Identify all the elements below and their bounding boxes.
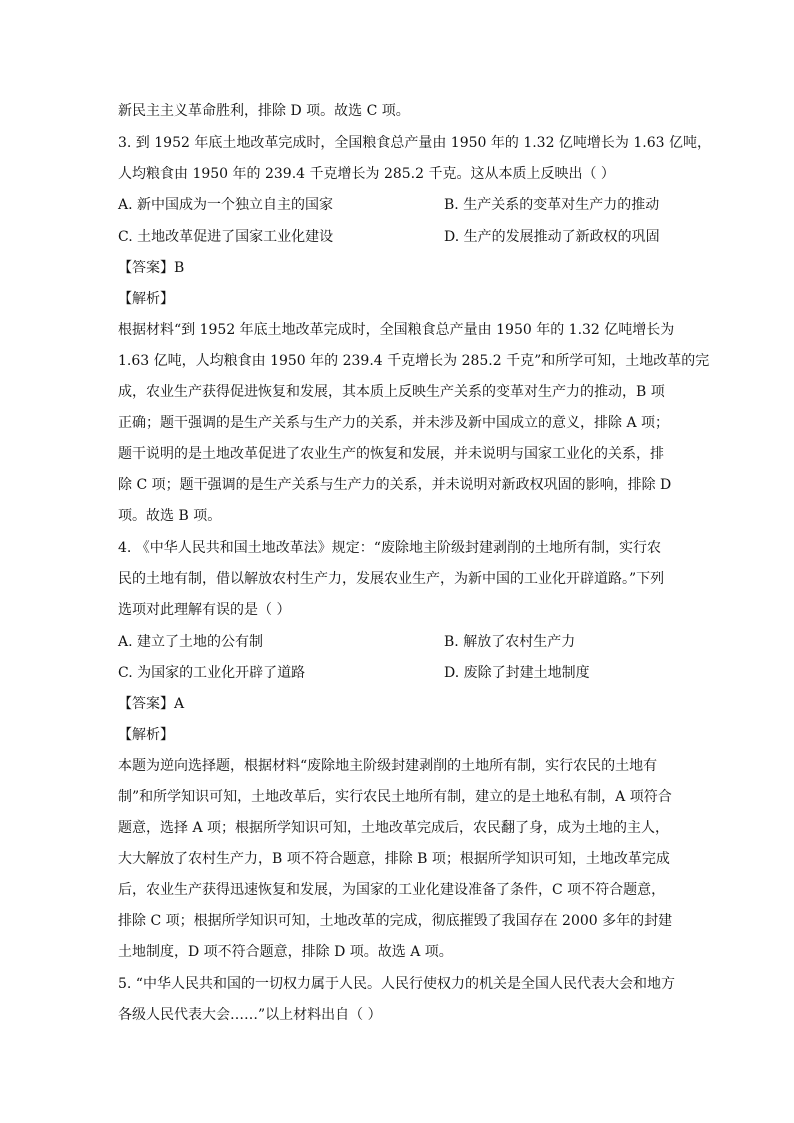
q3-analysis-line-3: 成，农业生产获得促进恢复和发展，其本质上反映生产关系的变革对生产力的推动，B 项 xyxy=(118,384,665,400)
q4-answer: 【答案】A xyxy=(118,696,185,712)
q4-stem-line-3: 选项对此理解有误的是（ ） xyxy=(118,602,291,618)
q4-analysis-line-5: 后，农业生产获得迅速恢复和发展，为国家的工业化建设准备了条件，C 项不符合题意， xyxy=(118,882,666,898)
q3-analysis-line-7: 项。故选 B 项。 xyxy=(118,508,222,524)
q3-analysis-line-1: 根据材料“到 1952 年底土地改革完成时，全国粮食总产量由 1950 年的 1.32 亿吨增长为 xyxy=(118,322,675,338)
q4-analysis-line-4: 大大解放了农村生产力，B 项不符合题意，排除 B 项；根据所学知识可知，土地改革完成 xyxy=(118,851,670,867)
q3-stem-line-2: 人均粮食由 1950 年的 239.4 千克增长为 285.2 千克。这从本质上反映出（ ） xyxy=(118,166,615,182)
q3-option-b: B. 生产关系的变革对生产力的推动 xyxy=(444,197,660,213)
q4-analysis-line-2: 制”和所学知识可知，土地改革后，实行农民土地所有制，建立的是土地私有制，A 项符合 xyxy=(118,789,672,805)
q3-option-a: A. 新中国成为一个独立自主的国家 xyxy=(118,197,334,213)
q5-stem-line-1: 5. “中华人民共和国的一切权力属于人民。人民行使权力的机关是全国人民代表大会和地方 xyxy=(118,976,675,992)
q4-stem-line-1: 4. 《中华人民共和国土地改革法》规定：“废除地主阶级封建剥削的土地所有制，实行农 xyxy=(118,540,661,556)
q3-option-d: D. 生产的发展推动了新政权的巩固 xyxy=(444,229,660,245)
q4-option-c: C. 为国家的工业化开辟了道路 xyxy=(118,665,306,681)
q4-analysis-line-3: 题意，选择 A 项；根据所学知识可知，土地改革完成后，农民翻了身，成为土地的主人， xyxy=(118,820,670,836)
q3-analysis-line-4: 正确；题干强调的是生产关系与生产力的关系，并未涉及新中国成立的意义，排除 A 项； xyxy=(118,415,670,431)
q3-stem-line-1: 3. 到 1952 年底土地改革完成时，全国粮食总产量由 1950 年的 1.32 亿吨增长为 1.63 亿吨， xyxy=(118,135,712,151)
q3-analysis-line-5: 题干说明的是土地改革促进了农业生产的恢复和发展，并未说明与国家工业化的关系，排 xyxy=(118,446,664,462)
q4-stem-line-2: 民的土地有制，借以解放农村生产力，发展农业生产，为新中国的工业化开辟道路。”下列 xyxy=(118,571,665,587)
q4-option-a: A. 建立了土地的公有制 xyxy=(118,634,264,650)
q3-option-c: C. 土地改革促进了国家工业化建设 xyxy=(118,229,334,245)
q4-analysis-line-1: 本题为逆向选择题，根据材料“废除地主阶级封建剥削的土地所有制，实行农民的土地有 xyxy=(118,758,658,774)
q5-stem-line-2: 各级人民代表大会……”以上材料出自（ ） xyxy=(118,1007,382,1023)
q4-analysis-line-6: 排除 C 项；根据所学知识可知，土地改革的完成，彻底摧毁了我国存在 2000 多年的封建 xyxy=(118,913,673,929)
q3-analysis-line-6: 除 C 项；题干强调的是生产关系与生产力的关系，并未说明对新政权巩固的影响，排除 D xyxy=(118,477,672,493)
q4-analysis-line-7: 土地制度，D 项不符合题意，排除 D 项。故选 A 项。 xyxy=(118,944,453,960)
q3-analysis-line-2: 1.63 亿吨，人均粮食由 1950 年的 239.4 千克增长为 285.2 千克”和所学可知，土地改革的完 xyxy=(118,353,710,369)
q4-option-d: D. 废除了封建土地制度 xyxy=(444,665,590,681)
q3-answer: 【答案】B xyxy=(118,260,185,276)
q4-option-b: B. 解放了农村生产力 xyxy=(444,634,576,650)
intro-line: 新民主主义革命胜利，排除 D 项。故选 C 项。 xyxy=(118,103,410,119)
q3-analysis-title: 【解析】 xyxy=(118,291,174,307)
q4-analysis-title: 【解析】 xyxy=(118,727,174,743)
